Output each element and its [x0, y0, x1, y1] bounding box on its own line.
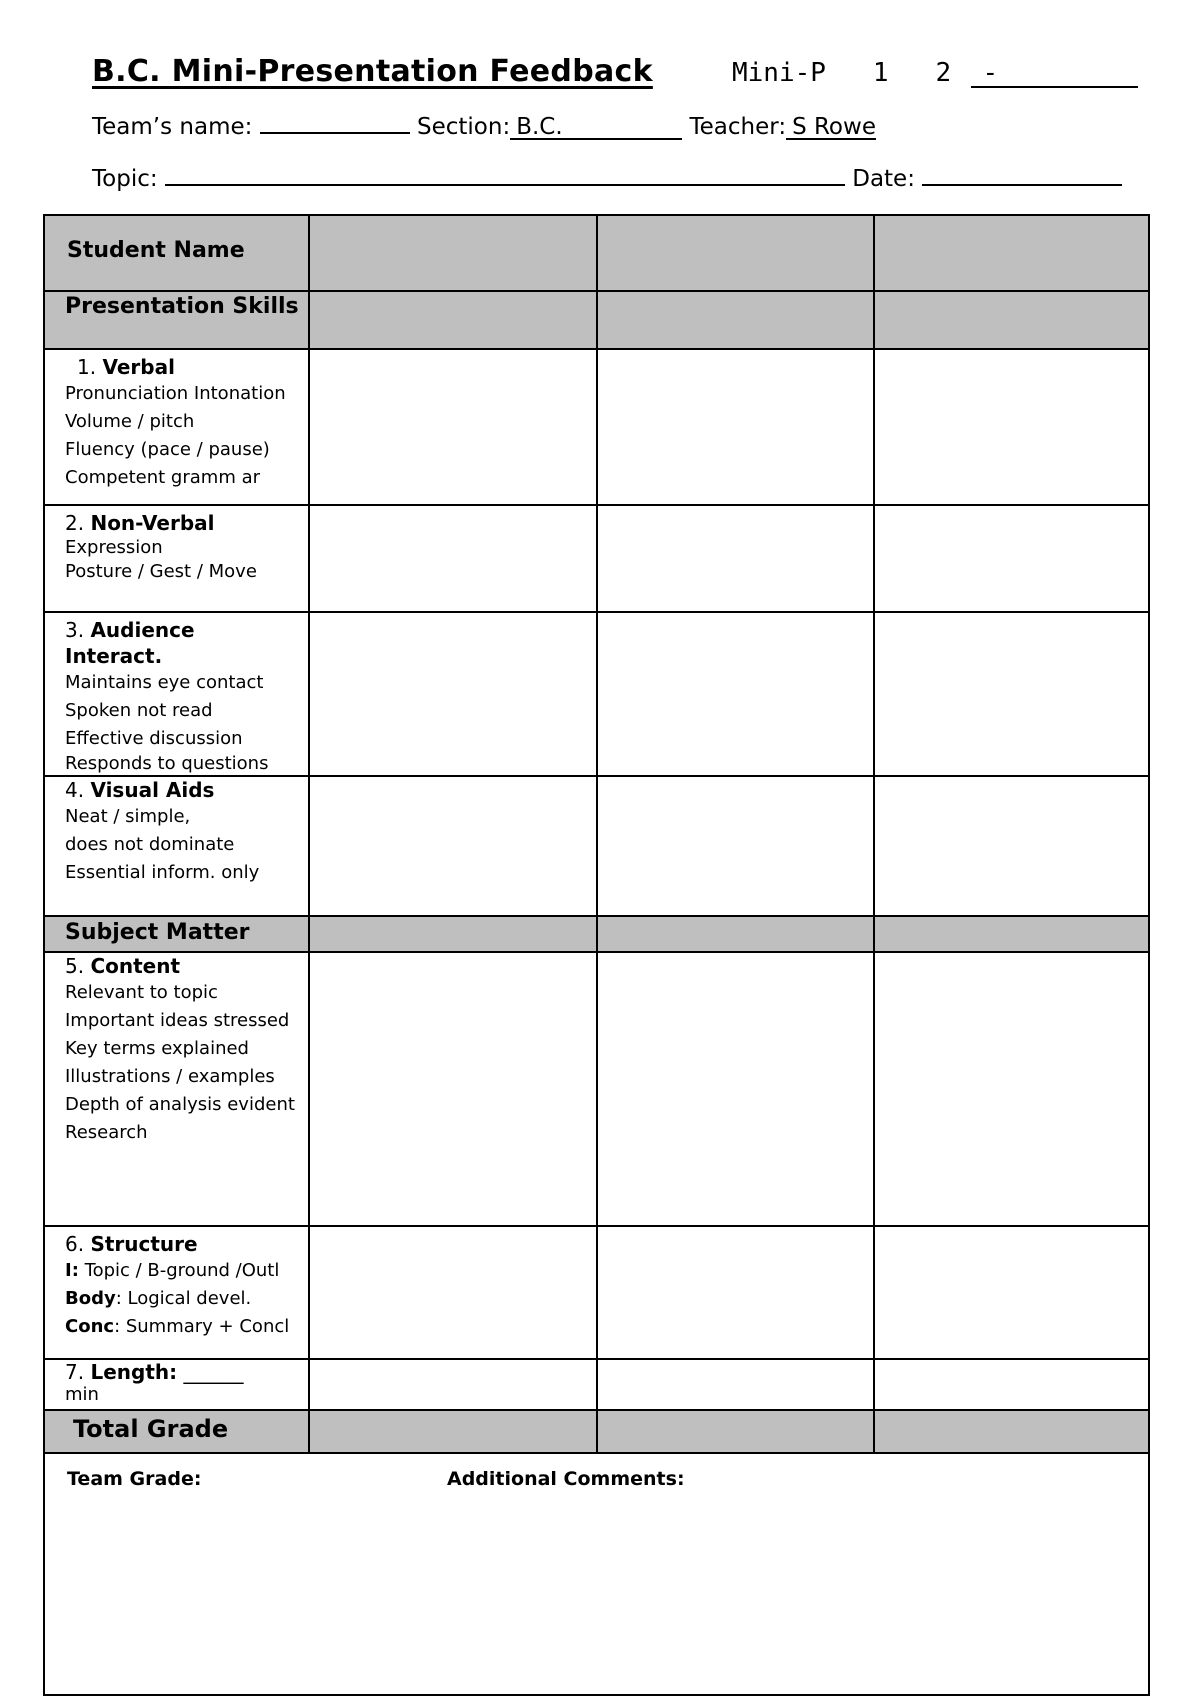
audience-cell-3[interactable]	[874, 612, 1149, 776]
audience-row	[44, 612, 1149, 776]
presentation-skills-cell-2	[597, 291, 874, 349]
mini-p-dash: -	[982, 58, 999, 88]
content-row	[44, 952, 1149, 1226]
content-cell-2[interactable]	[597, 952, 874, 1226]
subject-matter-label: Subject Matter	[65, 920, 250, 945]
audience-title: Audience Interact.	[65, 618, 195, 668]
nonverbal-criteria	[44, 505, 309, 612]
visual-aids-cell-2[interactable]	[597, 776, 874, 916]
topic-field[interactable]	[165, 164, 845, 186]
section-label: Section:	[417, 114, 511, 140]
nonverbal-row	[44, 505, 1149, 612]
total-grade-cell-1[interactable]	[309, 1410, 597, 1453]
structure-cell-1[interactable]	[309, 1226, 597, 1359]
teacher-label: Teacher:	[689, 114, 787, 140]
verbal-cell-2[interactable]	[597, 349, 874, 505]
visual-aids-title: Visual Aids	[90, 778, 215, 802]
verbal-cell-1[interactable]	[309, 349, 597, 505]
mini-p-label: Mini-P	[732, 58, 826, 88]
presentation-skills-header	[44, 291, 309, 349]
nonverbal-number: 2.	[65, 511, 85, 535]
student-name-header	[44, 215, 309, 291]
visual-aids-list	[45, 777, 308, 887]
content-item: Important ideas stressed	[65, 1010, 290, 1031]
teacher-field[interactable]	[786, 114, 876, 140]
form-title: B.C. Mini-Presentation Feedback	[92, 54, 653, 89]
nonverbal-title: Non-Verbal	[90, 511, 215, 535]
footer-row	[44, 1453, 1149, 1695]
presentation-skills-cell-1	[309, 291, 597, 349]
presentation-skills-label: Presentation Skills	[65, 294, 299, 319]
total-grade-row	[44, 1410, 1149, 1453]
content-item: Depth of analysis evident	[65, 1094, 295, 1115]
content-cell-3[interactable]	[874, 952, 1149, 1226]
length-unit: min	[65, 1384, 99, 1405]
verbal-row	[44, 349, 1149, 505]
total-grade-cell-2[interactable]	[597, 1410, 874, 1453]
structure-item-key: I:	[65, 1260, 79, 1281]
mini-p-option-1[interactable]: 1	[872, 58, 889, 88]
subject-matter-header	[44, 916, 309, 952]
verbal-item: Competent gramm ar	[65, 467, 261, 488]
content-item: Key terms explained	[65, 1038, 249, 1059]
presentation-skills-cell-3	[874, 291, 1149, 349]
nonverbal-list	[45, 506, 308, 584]
verbal-item: Volume / pitch	[65, 411, 195, 432]
feedback-table	[43, 214, 1150, 1696]
additional-comments-label: Additional Comments:	[447, 1468, 685, 1490]
content-item: Illustrations / examples	[65, 1066, 275, 1087]
topic-label: Topic:	[92, 166, 158, 192]
content-item: Research	[65, 1122, 148, 1143]
visual-aids-number: 4.	[65, 778, 85, 802]
nonverbal-item: Posture / Gest / Move	[65, 561, 257, 582]
date-label: Date:	[852, 166, 915, 192]
nonverbal-cell-1[interactable]	[309, 505, 597, 612]
date-field[interactable]	[922, 164, 1122, 186]
subject-matter-cell-1	[309, 916, 597, 952]
student-name-cell-2[interactable]	[597, 215, 874, 291]
verbal-item: Fluency (pace / pause)	[65, 439, 270, 460]
structure-item-text: Topic / B-ground /Outl	[78, 1260, 280, 1281]
title-row	[92, 52, 1142, 94]
structure-row	[44, 1226, 1149, 1359]
length-title: Length:	[90, 1360, 178, 1384]
verbal-item: Pronunciation Intonation	[65, 383, 286, 404]
topic-row	[92, 164, 1122, 192]
visual-aids-row	[44, 776, 1149, 916]
content-list	[45, 953, 308, 1147]
length-row	[44, 1359, 1149, 1410]
footer-area	[45, 1454, 1148, 1694]
mini-p-selector	[732, 58, 998, 88]
structure-number: 6.	[65, 1232, 85, 1256]
team-info-row	[92, 112, 876, 140]
audience-criteria	[44, 612, 309, 776]
section-field[interactable]	[510, 114, 682, 140]
structure-item-key: Body	[65, 1288, 116, 1309]
visual-aids-item: does not dominate	[65, 834, 235, 855]
audience-item: Effective discussion	[65, 728, 243, 749]
student-name-cell-3[interactable]	[874, 215, 1149, 291]
length-cell-1[interactable]	[309, 1359, 597, 1410]
verbal-list	[45, 350, 308, 492]
team-grade-label: Team Grade:	[67, 1468, 202, 1490]
audience-list	[45, 613, 308, 775]
mini-p-blank[interactable]	[971, 86, 1138, 88]
nonverbal-cell-2[interactable]	[597, 505, 874, 612]
verbal-title: Verbal	[102, 355, 175, 379]
structure-item-text: : Logical devel.	[115, 1288, 252, 1309]
content-number: 5.	[65, 954, 85, 978]
structure-criteria	[44, 1226, 309, 1359]
team-name-field[interactable]	[260, 112, 410, 134]
content-cell-1[interactable]	[309, 952, 597, 1226]
verbal-cell-3[interactable]	[874, 349, 1149, 505]
subject-matter-cell-3	[874, 916, 1149, 952]
length-criteria	[44, 1359, 309, 1410]
audience-cell-2[interactable]	[597, 612, 874, 776]
length-cell-3[interactable]	[874, 1359, 1149, 1410]
audience-number: 3.	[65, 618, 85, 642]
audience-item: Maintains eye contact	[65, 672, 264, 693]
structure-title: Structure	[90, 1232, 198, 1256]
subject-matter-row	[44, 916, 1149, 952]
subject-matter-cell-2	[597, 916, 874, 952]
content-criteria	[44, 952, 309, 1226]
student-name-label: Student Name	[67, 238, 245, 263]
mini-p-option-2[interactable]: 2	[935, 58, 952, 88]
visual-aids-cell-1[interactable]	[309, 776, 597, 916]
footer-cell[interactable]	[44, 1453, 1149, 1695]
audience-cell-1[interactable]	[309, 612, 597, 776]
structure-item-text: : Summary + Concl	[114, 1316, 290, 1337]
structure-cell-2[interactable]	[597, 1226, 874, 1359]
section-value: B.C.	[516, 114, 563, 140]
total-grade-label: Total Grade	[73, 1415, 229, 1443]
content-title: Content	[90, 954, 181, 978]
verbal-number: 1.	[77, 355, 97, 379]
nonverbal-cell-3[interactable]	[874, 505, 1149, 612]
length-blank[interactable]: ______	[183, 1360, 244, 1384]
visual-aids-item: Essential inform. only	[65, 862, 260, 883]
structure-cell-3[interactable]	[874, 1226, 1149, 1359]
student-name-row	[44, 215, 1149, 291]
verbal-criteria	[44, 349, 309, 505]
length-cell-2[interactable]	[597, 1359, 874, 1410]
audience-item: Spoken not read	[65, 700, 213, 721]
nonverbal-item: Expression	[65, 537, 163, 558]
team-name-label: Team’s name:	[92, 114, 253, 140]
presentation-skills-row	[44, 291, 1149, 349]
audience-item: Responds to questions	[65, 753, 269, 774]
total-grade-header	[44, 1410, 309, 1453]
structure-item	[65, 1285, 308, 1313]
teacher-value: S Rowe	[792, 114, 876, 140]
visual-aids-item: Neat / simple,	[65, 806, 191, 827]
structure-item-key: Conc	[65, 1316, 115, 1337]
structure-item	[65, 1257, 308, 1285]
length-number: 7.	[65, 1360, 85, 1384]
visual-aids-criteria	[44, 776, 309, 916]
student-name-cell-1[interactable]	[309, 215, 597, 291]
total-grade-cell-3[interactable]	[874, 1410, 1149, 1453]
structure-list	[45, 1227, 308, 1341]
length-list	[45, 1360, 308, 1406]
content-item: Relevant to topic	[65, 982, 218, 1003]
structure-item	[65, 1313, 308, 1341]
visual-aids-cell-3[interactable]	[874, 776, 1149, 916]
